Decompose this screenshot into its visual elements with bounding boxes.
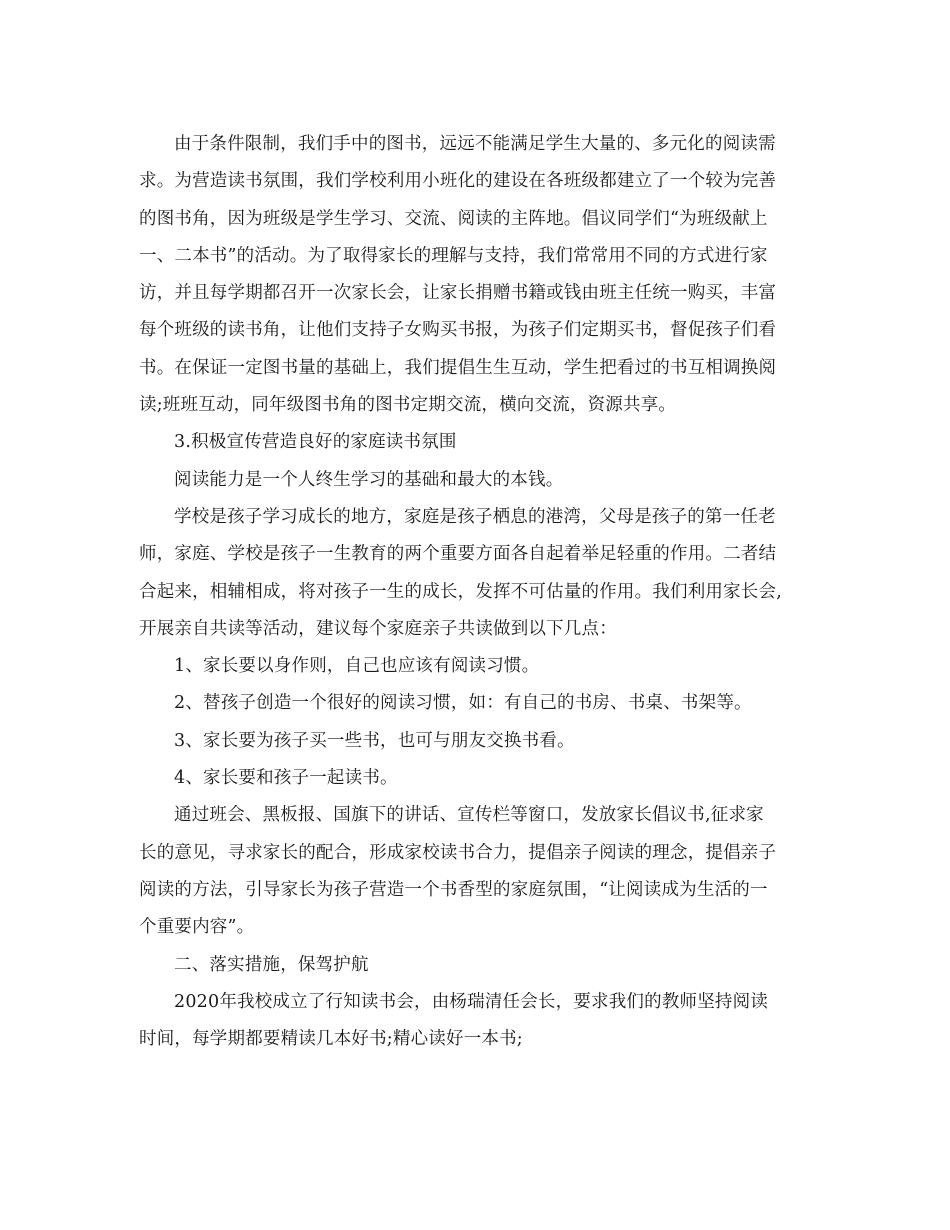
section-heading: 二、落实措施，保驾护航: [174, 954, 369, 975]
text-line: 通过班会、黑板报、国旗下的讲话、宣传栏等窗口，发放家长倡议书,征求家: [174, 805, 764, 826]
text-line: 书。在保证一定图书量的基础上，我们提倡生生互动，学生把看过的书互相调换阅: [139, 357, 777, 378]
text-line: 的图书角，因为班级是学生学习、交流、阅读的主阵地。倡议同学们“为班级献上: [139, 208, 768, 229]
text-line: 时间，每学期都要精读几本好书;精心读好一本书;: [139, 1029, 523, 1050]
text-line: 每个班级的读书角，让他们支持子女购买书报，为孩子们定期买书，督促孩子们看: [139, 320, 777, 341]
text-line: 由于条件限制，我们手中的图书，远远不能满足学生大量的、多元化的阅读需: [174, 134, 776, 154]
text-line: 个重要内容”。: [139, 917, 255, 938]
list-item: 1、家长要以身作则，自己也应该有阅读习惯。: [174, 656, 540, 677]
text-line: 2020年我校成立了行知读书会，由杨瑞清任会长，要求我们的教师坚持阅读: [174, 991, 769, 1012]
list-item: 4、家长要和孩子一起读书。: [174, 768, 398, 789]
text-line: 合起来，相辅相成，将对孩子一生的成长，发挥不可估量的作用。我们利用家长会,: [139, 581, 782, 602]
text-line: 开展亲自共读等活动，建议每个家庭亲子共读做到以下几点：: [139, 618, 617, 639]
list-item: 3、家长要为孩子买一些书，也可与朋友交换书看。: [174, 730, 575, 751]
text-line: 读;班班互动，同年级图书角的图书定期交流，横向交流，资源共享。: [139, 395, 677, 416]
document-body: [139, 126, 819, 1058]
text-line: 阅读能力是一个人终生学习的基础和最大的本钱。: [174, 469, 564, 490]
list-item: 2、替孩子创造一个很好的阅读习惯，如：有自己的书房、书桌、书架等。: [174, 693, 752, 714]
text-line: 阅读的方法，引导家长为孩子营造一个书香型的家庭氛围，“让阅读成为生活的一: [139, 879, 768, 900]
text-line: 长的意见，寻求家长的配合，形成家校读书合力，提倡亲子阅读的理念，提倡亲子: [139, 842, 777, 863]
text-line: 师，家庭、学校是孩子一生教育的两个重要方面各自起着举足轻重的作用。二者结: [139, 544, 777, 565]
text-line: 求。为营造读书氛围，我们学校利用小班化的建设在各班级都建立了一个较为完善: [139, 171, 777, 192]
text-line: 访，并且每学期都召开一次家长会，让家长捐赠书籍或钱由班主任统一购买，丰富: [139, 283, 777, 304]
section-heading: 3.积极宣传营造良好的家庭读书氛围: [174, 432, 457, 453]
text-line: 学校是孩子学习成长的地方，家庭是孩子栖息的港湾，父母是孩子的第一任老: [174, 506, 776, 527]
text-line: 一、二本书”的活动。为了取得家长的理解与支持，我们常常用不同的方式进行家: [139, 245, 768, 266]
